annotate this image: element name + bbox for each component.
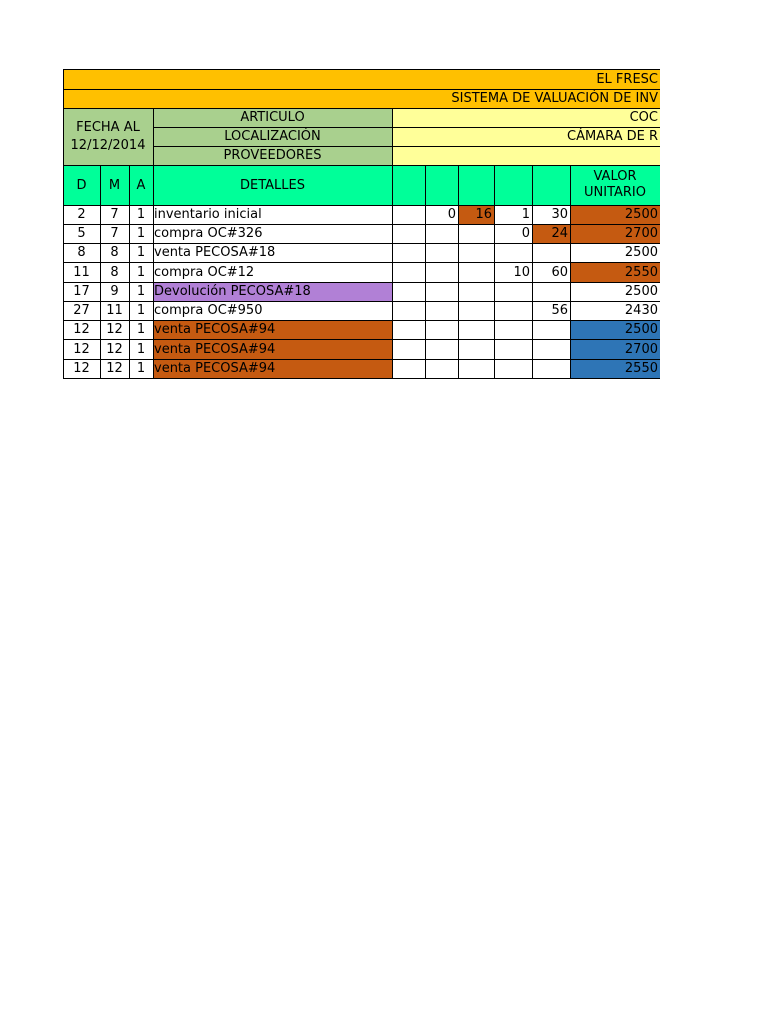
cell-d[interactable]: 8	[77, 245, 86, 260]
cell-m[interactable]: 11	[106, 303, 123, 318]
articulo-value[interactable]: COC	[392, 108, 660, 127]
cell-detalles[interactable]: compra OC#950	[154, 303, 263, 318]
cell-qty-1[interactable]	[392, 224, 425, 243]
localizacion-label[interactable]: LOCALIZACIÓN	[153, 127, 392, 146]
cell-valor-unitario[interactable]: 2430	[624, 303, 658, 318]
grid-line	[63, 69, 660, 70]
cell-qty-2[interactable]: 0	[447, 207, 456, 222]
cell-qty-4[interactable]	[494, 339, 532, 359]
cell-qty-3[interactable]	[458, 262, 494, 282]
grid-line	[129, 165, 130, 379]
cell-qty-3[interactable]: 16	[458, 205, 494, 224]
cell-qty-3[interactable]	[458, 282, 494, 301]
col-1[interactable]	[392, 165, 425, 205]
cell-qty-4[interactable]: 10	[513, 264, 530, 280]
cell-qty-1[interactable]	[392, 243, 425, 262]
cell-valor-unitario[interactable]: 2500	[624, 284, 658, 299]
cell-a[interactable]: 1	[136, 361, 146, 376]
cell-qty-3[interactable]	[458, 320, 494, 339]
cell-qty-2[interactable]	[425, 262, 458, 282]
cell-a[interactable]: 1	[136, 264, 146, 280]
cell-detalles[interactable]: compra OC#326	[154, 226, 263, 241]
cell-a[interactable]: 1	[136, 284, 146, 299]
cell-valor-unitario[interactable]: 2500	[570, 205, 660, 224]
localizacion-value[interactable]: CÁMARA DE R	[392, 127, 660, 146]
cell-d[interactable]: 27	[73, 303, 90, 318]
col-3[interactable]	[458, 165, 494, 205]
cell-detalles[interactable]: Devolución PECOSA#18	[153, 282, 392, 301]
grid-line	[425, 165, 426, 379]
cell-d[interactable]: 2	[77, 207, 86, 222]
grid-line	[570, 165, 571, 379]
grid-line	[494, 165, 495, 379]
grid-line	[100, 165, 101, 379]
col-valor-unitario[interactable]: VALOR UNITARIO	[570, 165, 660, 205]
cell-m[interactable]: 12	[106, 361, 123, 376]
cell-qty-4[interactable]	[494, 282, 532, 301]
grid-line	[153, 108, 154, 379]
cell-m[interactable]: 8	[110, 245, 119, 260]
cell-m[interactable]: 12	[106, 322, 123, 337]
cell-qty-1[interactable]	[392, 339, 425, 359]
cell-qty-5[interactable]: 56	[551, 303, 568, 318]
cell-a[interactable]: 1	[136, 322, 146, 337]
system-title[interactable]: SISTEMA DE VALUACIÓN DE INV	[63, 89, 660, 108]
cell-valor-unitario[interactable]: 2550	[570, 359, 660, 378]
cell-qty-2[interactable]	[425, 282, 458, 301]
cell-valor-unitario[interactable]: 2500	[570, 320, 660, 339]
cell-qty-4[interactable]: 0	[521, 226, 530, 241]
cell-qty-2[interactable]	[425, 301, 458, 320]
cell-qty-4[interactable]	[494, 243, 532, 262]
cell-qty-2[interactable]	[425, 224, 458, 243]
cell-qty-1[interactable]	[392, 359, 425, 378]
cell-qty-3[interactable]	[458, 339, 494, 359]
cell-qty-5[interactable]: 30	[551, 207, 568, 222]
cell-valor-unitario[interactable]: 2700	[570, 339, 660, 359]
cell-detalles[interactable]: venta PECOSA#94	[153, 339, 392, 359]
cell-qty-4[interactable]: 1	[521, 207, 530, 222]
cell-m[interactable]: 7	[110, 226, 119, 241]
cell-qty-4[interactable]	[494, 320, 532, 339]
cell-qty-1[interactable]	[392, 320, 425, 339]
spreadsheet	[63, 69, 660, 381]
cell-a[interactable]: 1	[136, 245, 146, 260]
cell-d[interactable]: 5	[77, 226, 86, 241]
cell-detalles[interactable]: compra OC#12	[154, 264, 255, 280]
cell-qty-5[interactable]: 60	[551, 264, 568, 280]
cell-a[interactable]: 1	[136, 303, 146, 318]
cell-m[interactable]: 8	[110, 264, 119, 280]
company-title[interactable]: EL FRESC	[63, 69, 660, 89]
cell-valor-unitario[interactable]: 2500	[624, 245, 658, 260]
cell-qty-1[interactable]	[392, 301, 425, 320]
grid-line	[458, 165, 459, 379]
proveedores-label[interactable]: PROVEEDORES	[153, 146, 392, 165]
cell-a[interactable]: 1	[136, 207, 146, 222]
cell-a[interactable]: 1	[136, 341, 146, 357]
cell-d[interactable]: 12	[73, 341, 90, 357]
cell-qty-1[interactable]	[392, 262, 425, 282]
col-5[interactable]	[532, 165, 570, 205]
col-m[interactable]: M	[100, 165, 129, 205]
proveedores-value[interactable]	[392, 146, 660, 165]
articulo-label[interactable]: ARTICULO	[153, 108, 392, 127]
cell-m[interactable]: 12	[106, 341, 123, 357]
grid-line	[532, 165, 533, 379]
cell-qty-4[interactable]	[494, 301, 532, 320]
cell-qty-3[interactable]	[458, 301, 494, 320]
col-a[interactable]: A	[129, 165, 153, 205]
cell-valor-unitario[interactable]: 2700	[570, 224, 660, 243]
cell-detalles[interactable]: inventario inicial	[154, 207, 262, 222]
col-2[interactable]	[425, 165, 458, 205]
grid-line	[63, 89, 660, 90]
cell-detalles[interactable]: venta PECOSA#18	[154, 245, 276, 260]
cell-d[interactable]: 12	[73, 361, 90, 376]
grid-line	[392, 108, 393, 379]
cell-qty-5[interactable]	[532, 359, 570, 378]
cell-detalles[interactable]: venta PECOSA#94	[153, 359, 392, 378]
cell-qty-5[interactable]: 24	[532, 224, 570, 243]
cell-detalles[interactable]: venta PECOSA#94	[153, 320, 392, 339]
cell-a[interactable]: 1	[136, 226, 146, 241]
grid-line	[153, 146, 660, 147]
grid-line	[153, 127, 660, 128]
cell-d[interactable]: 17	[73, 284, 90, 299]
cell-qty-1[interactable]	[392, 205, 425, 224]
cell-qty-2[interactable]	[425, 243, 458, 262]
cell-m[interactable]: 9	[110, 284, 119, 299]
cell-qty-3[interactable]	[458, 359, 494, 378]
cell-qty-3[interactable]	[458, 243, 494, 262]
cell-qty-5[interactable]	[532, 320, 570, 339]
cell-valor-unitario[interactable]: 2550	[570, 262, 660, 282]
cell-qty-2[interactable]	[425, 320, 458, 339]
cell-d[interactable]: 12	[73, 322, 90, 337]
cell-qty-2[interactable]	[425, 339, 458, 359]
date-cell[interactable]: FECHA AL 12/12/2014	[63, 108, 153, 165]
cell-m[interactable]: 7	[110, 207, 119, 222]
cell-qty-5[interactable]	[532, 339, 570, 359]
cell-qty-4[interactable]	[494, 359, 532, 378]
cell-qty-5[interactable]	[532, 243, 570, 262]
cell-qty-2[interactable]	[425, 359, 458, 378]
cell-qty-5[interactable]	[532, 282, 570, 301]
grid-line	[63, 69, 64, 379]
col-detalles[interactable]: DETALLES	[153, 165, 392, 205]
col-4[interactable]	[494, 165, 532, 205]
cell-qty-3[interactable]	[458, 224, 494, 243]
col-d[interactable]: D	[63, 165, 100, 205]
cell-d[interactable]: 11	[73, 264, 90, 280]
cell-qty-1[interactable]	[392, 282, 425, 301]
